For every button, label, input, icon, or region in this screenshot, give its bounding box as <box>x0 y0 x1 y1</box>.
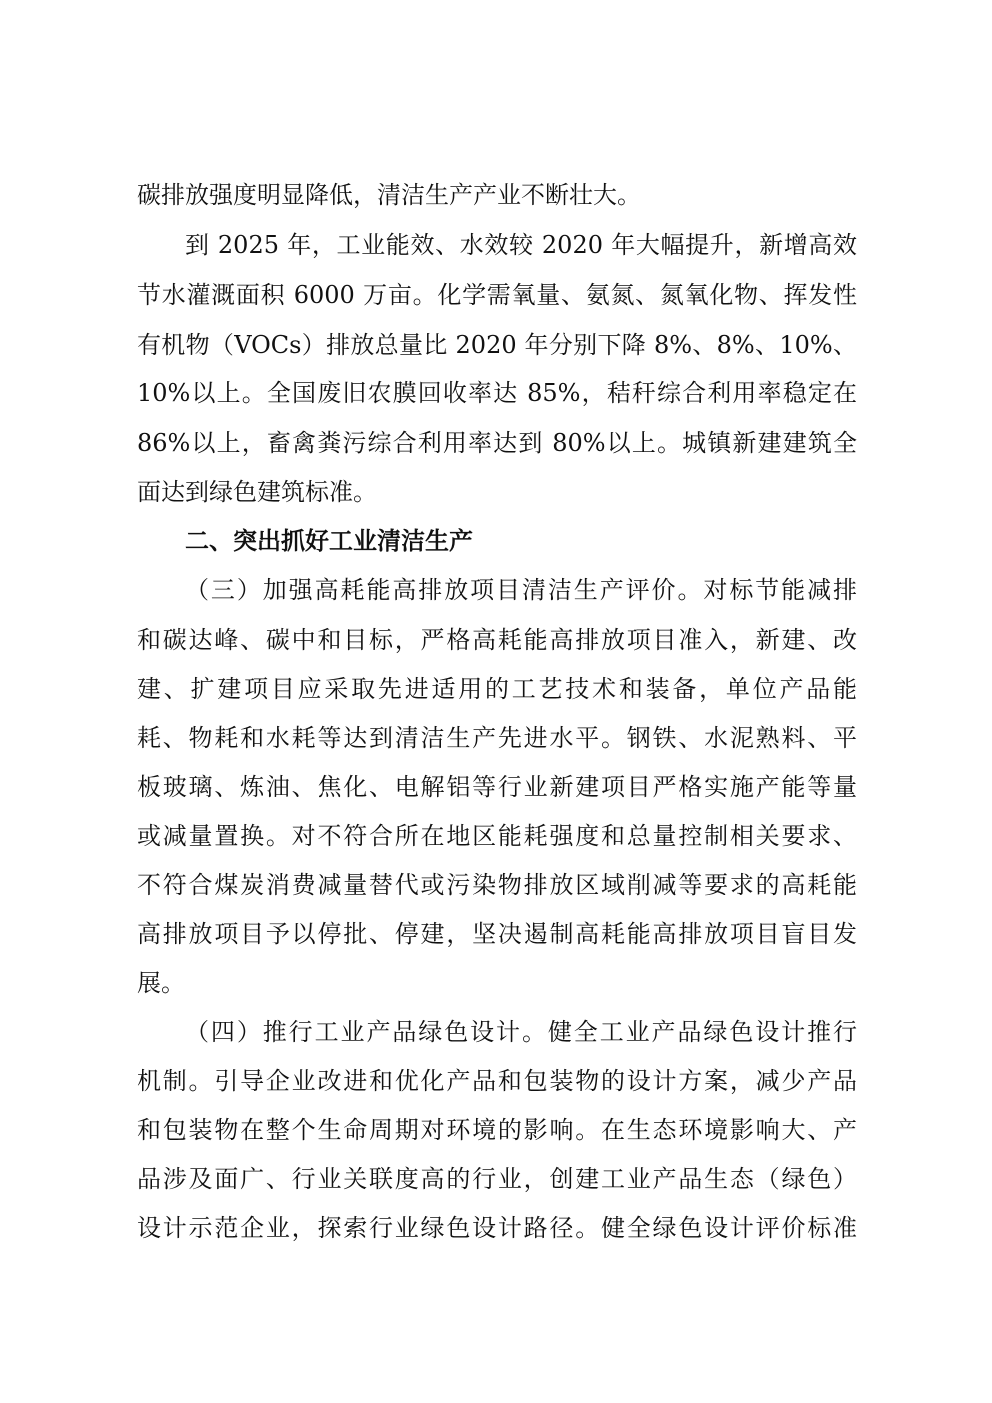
paragraph-2-line-3: 有机物（VOCs）排放总量比 2020 年分别下降 8%、8%、10%、 <box>137 331 857 359</box>
paragraph-4-line-1: （四）推行工业产品绿色设计。健全工业产品绿色设计推行 <box>185 1018 857 1046</box>
paragraph-3-line-1: （三）加强高耗能高排放项目清洁生产评价。对标节能减排 <box>185 576 857 604</box>
paragraph-3-line-5: 板玻璃、炼油、焦化、电解铝等行业新建项目严格实施产能等量 <box>137 773 857 801</box>
paragraph-4-line-5: 设计示范企业，探索行业绿色设计路径。健全绿色设计评价标准 <box>137 1214 857 1242</box>
paragraph-2-line-1: 到 2025 年，工业能效、水效较 2020 年大幅提升，新增高效 <box>185 231 857 259</box>
paragraph-1-line-1: 碳排放强度明显降低，清洁生产产业不断壮大。 <box>137 181 641 209</box>
paragraph-3-line-2: 和碳达峰、碳中和目标，严格高耗能高排放项目准入，新建、改 <box>137 626 857 654</box>
paragraph-2-line-4: 10%以上。全国废旧农膜回收率达 85%，秸秆综合利用率稳定在 <box>137 379 857 407</box>
paragraph-4-line-3: 和包装物在整个生命周期对环境的影响。在生态环境影响大、产 <box>137 1116 857 1144</box>
paragraph-3-line-9: 展。 <box>137 969 185 997</box>
paragraph-3-line-6: 或减量置换。对不符合所在地区能耗强度和总量控制相关要求、 <box>137 822 857 850</box>
paragraph-4-line-4: 品涉及面广、行业关联度高的行业，创建工业产品生态（绿色） <box>137 1165 857 1193</box>
paragraph-2-line-6: 面达到绿色建筑标准。 <box>137 478 377 506</box>
paragraph-3-line-7: 不符合煤炭消费减量替代或污染物排放区域削减等要求的高耗能 <box>137 871 857 899</box>
paragraph-4-line-2: 机制。引导企业改进和优化产品和包装物的设计方案，减少产品 <box>137 1067 857 1095</box>
paragraph-2-line-2: 节水灌溉面积 6000 万亩。化学需氧量、氨氮、氮氧化物、挥发性 <box>137 281 857 309</box>
paragraph-3-line-8: 高排放项目予以停批、停建，坚决遏制高耗能高排放项目盲目发 <box>137 920 857 948</box>
paragraph-2-line-5: 86%以上，畜禽粪污综合利用率达到 80%以上。城镇新建建筑全 <box>137 429 857 457</box>
paragraph-3-line-3: 建、扩建项目应采取先进适用的工艺技术和装备，单位产品能 <box>137 675 857 703</box>
section-heading: 二、突出抓好工业清洁生产 <box>185 527 473 555</box>
paragraph-3-line-4: 耗、物耗和水耗等达到清洁生产先进水平。钢铁、水泥熟料、平 <box>137 724 857 752</box>
